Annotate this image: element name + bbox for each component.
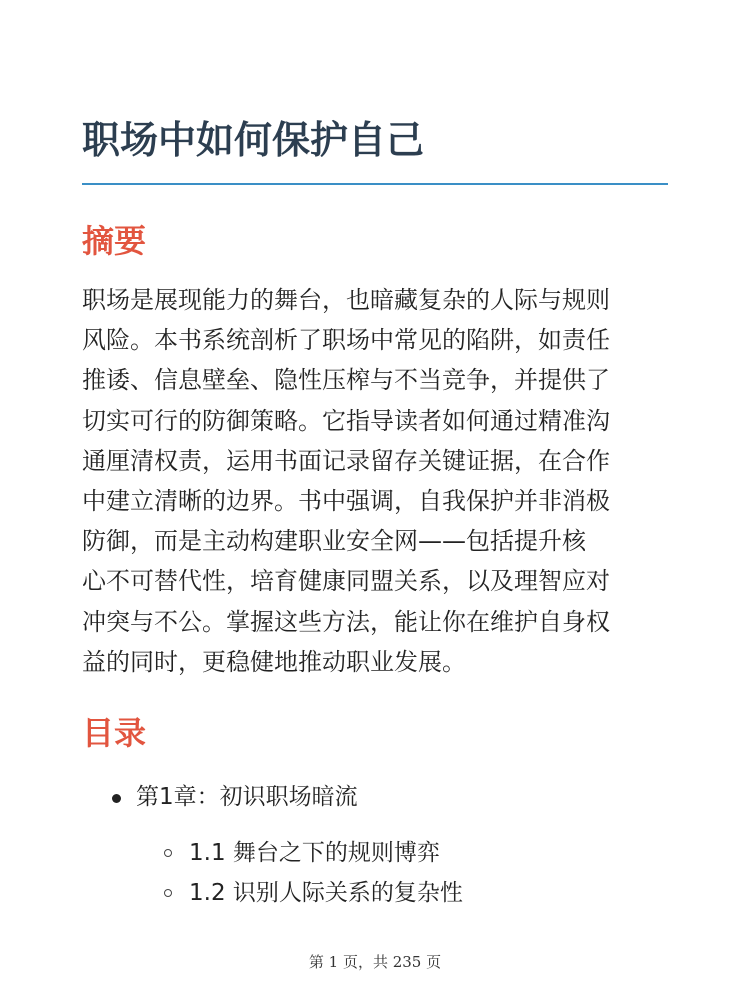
- page-number: 第 1 页，共 235 页: [308, 953, 442, 971]
- summary-line: 心不可替代性，培育健康同盟关系，以及理智应对: [82, 567, 610, 596]
- summary-heading: 摘要: [82, 222, 147, 260]
- summary-line: 冲突与不公。掌握这些方法，能让你在维护自身权: [82, 607, 610, 636]
- summary-line: 职场是展现能力的舞台，也暗藏复杂的人际与规则: [82, 286, 610, 314]
- filled-bullet-icon: [112, 794, 121, 803]
- summary-line: 推诿、信息壁垒、隐性压榨与不当竞争，并提供了: [82, 366, 610, 395]
- hollow-bullet-icon: [164, 849, 172, 857]
- summary-line: 中建立清晰的边界。书中强调，自我保护并非消极: [82, 487, 610, 516]
- toc-section-1-1[interactable]: [0, 833, 750, 873]
- toc-item-label: 1.1 舞台之下的规则博弈: [189, 840, 440, 866]
- title-divider: [82, 183, 668, 185]
- toc-section-1-2[interactable]: [0, 873, 750, 913]
- summary-line: 风险。本书系统剖析了职场中常见的陷阱，如责任: [82, 326, 610, 355]
- summary-line: 切实可行的防御策略。它指导读者如何通过精准沟: [82, 406, 610, 435]
- summary-line: 防御，而是主动构建职业安全网——包括提升核: [82, 527, 586, 556]
- summary-paragraph: [82, 280, 674, 682]
- summary-line: 益的同时，更稳健地推动职业发展。: [82, 647, 466, 676]
- summary-line: 通厘清权责，运用书面记录留存关键证据，在合作: [82, 446, 610, 475]
- toc-item-label: 第1章：初识职场暗流: [136, 784, 358, 810]
- hollow-bullet-icon: [164, 889, 172, 897]
- document-title: 职场中如何保护自己: [82, 118, 425, 162]
- toc-chapter-1[interactable]: [0, 775, 750, 819]
- toc-heading: 目录: [82, 714, 147, 752]
- toc-item-label: 1.2 识别人际关系的复杂性: [189, 880, 463, 906]
- table-of-contents: [0, 775, 750, 913]
